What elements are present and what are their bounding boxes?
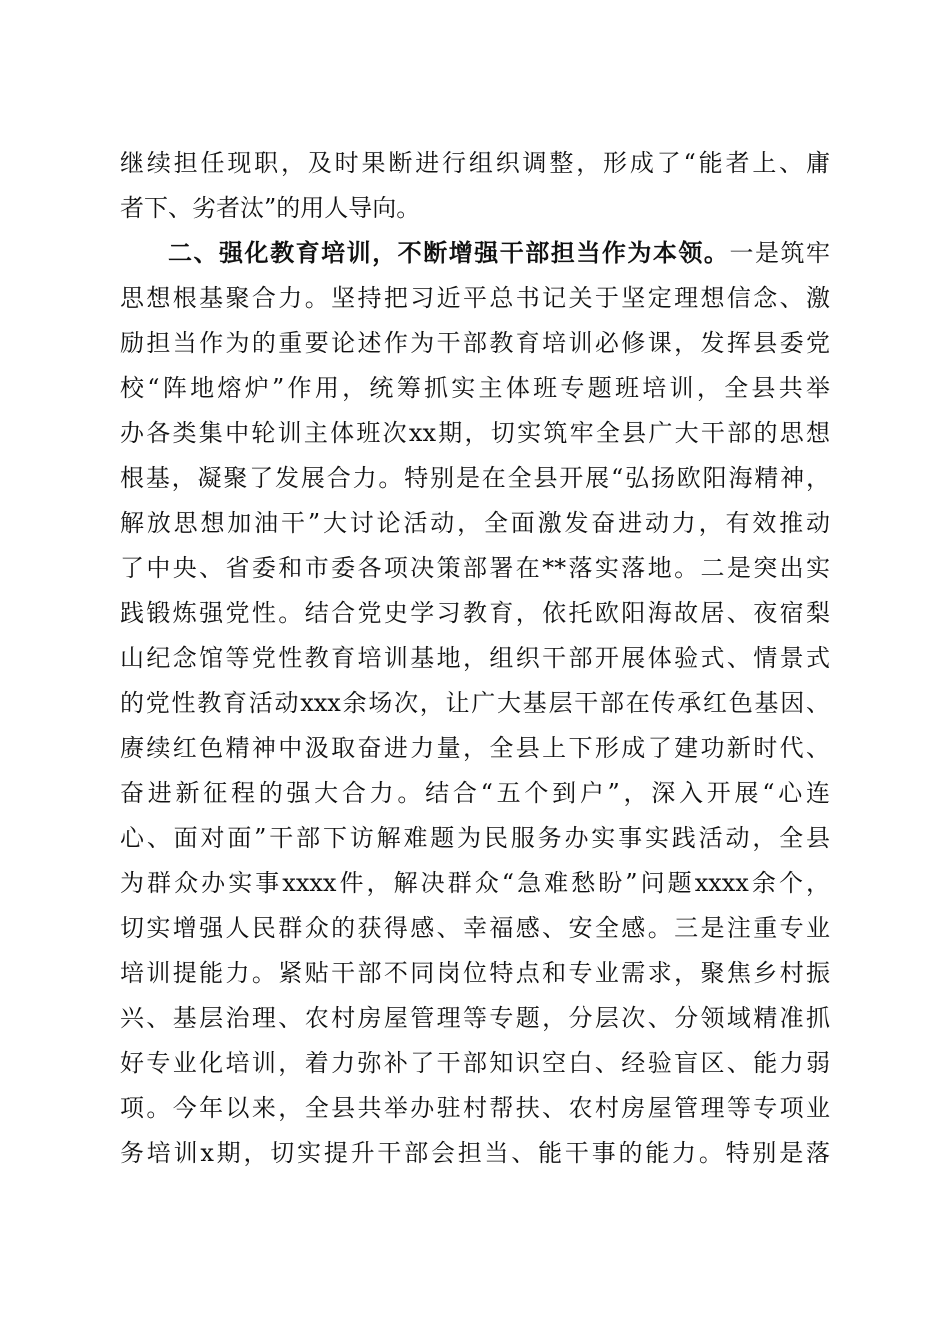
body-text-line: 兴、基层治理、农村房屋管理等专题，分层次、分领域精准抓 [120,1004,830,1032]
body-text-line: 践锻炼强党性。结合党史学习教育，依托欧阳海故居、夜宿梨 [120,599,830,627]
body-text-line: 务培训x期，切实提升干部会担当、能干事的能力。特别是落 [120,1139,830,1167]
body-text-line: 心、面对面”干部下访解难题为民服务办实事实践活动，全县 [120,824,830,852]
body-text-line: 根基，凝聚了发展合力。特别是在全县开展“弘扬欧阳海精神， [120,464,830,492]
body-text-line: 励担当作为的重要论述作为干部教育培训必修课，发挥县委党 [120,329,830,357]
body-text-line: 项。今年以来，全县共举办驻村帮扶、农村房屋管理等专项业 [120,1094,830,1122]
body-text-line: 切实增强人民群众的获得感、幸福感、安全感。三是注重专业 [120,914,830,942]
body-text-line: 的党性教育活动xxx余场次，让广大基层干部在传承红色基因、 [120,689,830,717]
body-text-line: 思想根基聚合力。坚持把习近平总书记关于坚定理想信念、激 [120,284,830,312]
body-text-line: 好专业化培训，着力弥补了干部知识空白、经验盲区、能力弱 [120,1049,830,1077]
body-text-line: 培训提能力。紧贴干部不同岗位特点和专业需求，聚焦乡村振 [120,959,830,987]
body-text-line: 继续担任现职，及时果断进行组织调整，形成了“能者上、庸 [120,149,830,177]
body-text-line: 赓续红色精神中汲取奋进力量，全县上下形成了建功新时代、 [120,734,830,762]
body-text-line: 办各类集中轮训主体班次xx期，切实筑牢全县广大干部的思想 [120,419,830,447]
body-text-line: 奋进新征程的强大合力。结合“五个到户”，深入开展“心连 [120,779,830,807]
body-text-line: 了中央、省委和市委各项决策部署在**落实落地。二是突出实 [120,554,830,582]
section-heading-line [168,233,830,273]
body-text-run: 一是筑牢 [729,239,831,267]
body-text-line: 校“阵地熔炉”作用，统筹抓实主体班专题班培训，全县共举 [120,374,830,402]
body-text-line: 者下、劣者汰”的用人导向。 [120,194,421,222]
body-text-line: 山纪念馆等党性教育培训基地，组织干部开展体验式、情景式 [120,644,830,672]
body-text-line: 解放思想加油干”大讨论活动，全面激发奋进动力，有效推动 [120,509,830,537]
body-text-line: 为群众办实事xxxx件，解决群众“急难愁盼”问题xxxx余个， [120,869,830,897]
section-heading: 二、强化教育培训，不断增强干部担当作为本领。 [168,238,730,267]
